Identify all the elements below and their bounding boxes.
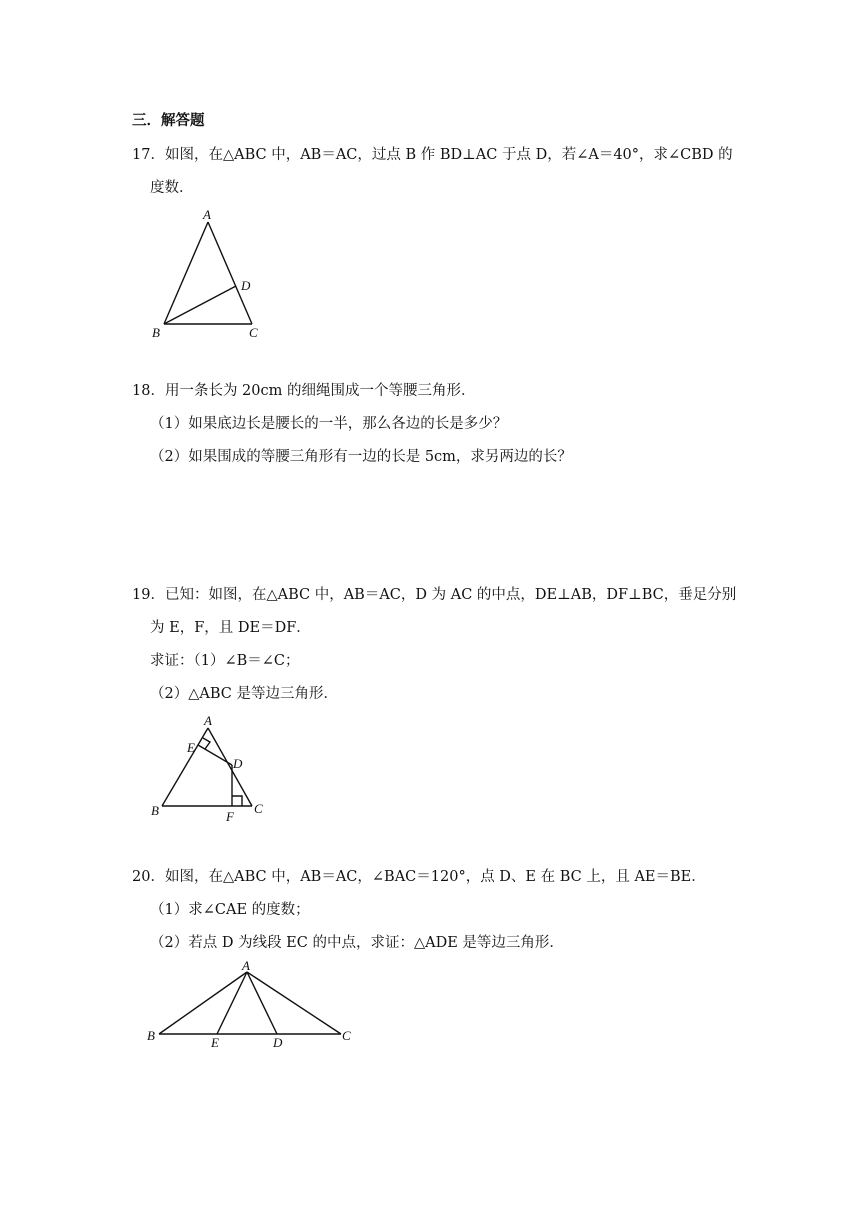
q20-label-d: D	[273, 1035, 283, 1050]
q19-label-e: E	[187, 740, 195, 755]
q18-part1: （1）如果底边长是腰长的一半，那么各边的长是多少？	[150, 416, 508, 432]
q20-label-a: A	[242, 958, 250, 973]
q20-text-line1: 20．如图，在△ABC 中，AB＝AC，∠BAC＝120°，点 D、E 在 BC 上，且 AE＝BE．	[132, 869, 706, 885]
q19-label-d: D	[233, 756, 243, 771]
q17-segment-bd	[164, 286, 236, 324]
q19-label-b: B	[151, 803, 159, 818]
q17-side-ac	[208, 222, 252, 324]
q20-part1: （1）求∠CAE 的度数；	[150, 902, 310, 918]
section-title: 三．解答题	[132, 113, 205, 129]
q19-side-ab	[162, 728, 208, 806]
q19-label-f: F	[226, 809, 234, 824]
q19-text-line1: 19．已知：如图，在△ABC 中，AB＝AC，D 为 AC 的中点，DE⊥AB，DF⊥BC，垂足分别	[132, 587, 737, 603]
q19-side-ac	[208, 728, 252, 806]
q19-part2: （2）△ABC 是等边三角形．	[150, 686, 338, 702]
q19-label-a: A	[204, 713, 212, 728]
q17-triangle-figure	[148, 208, 268, 338]
q18-part2: （2）如果围成的等腰三角形有一边的长是 5cm，求另两边的长？	[150, 449, 572, 465]
q19-right-angle-mark-f	[232, 796, 242, 806]
q20-segment-ae	[217, 972, 247, 1034]
q20-label-b: B	[147, 1028, 155, 1043]
q18-text-line1: 18．用一条长为 20cm 的细绳围成一个等腰三角形．	[132, 383, 476, 399]
q19-triangle-figure	[148, 714, 278, 829]
q17-label-d: D	[241, 278, 251, 293]
q20-part2: （2）若点 D 为线段 EC 的中点，求证：△ADE 是等边三角形．	[150, 935, 564, 951]
q20-label-c: C	[342, 1028, 351, 1043]
q19-right-angle-mark-e	[203, 738, 210, 749]
q20-side-ac	[247, 972, 341, 1034]
q17-label-c: C	[249, 325, 258, 340]
q20-side-ab	[159, 972, 247, 1034]
q17-label-b: B	[152, 325, 160, 340]
q19-part1: 求证：（1）∠B＝∠C；	[150, 653, 300, 669]
q19-segment-de	[198, 745, 232, 765]
q20-label-e: E	[211, 1035, 219, 1050]
q19-text-line2: 为 E，F，且 DE＝DF．	[150, 620, 311, 636]
q17-label-a: A	[203, 207, 211, 222]
q17-text-line2: 度数．	[150, 180, 194, 196]
q17-side-ab	[164, 222, 208, 324]
q19-label-c: C	[254, 801, 263, 816]
q17-text-line1: 17．如图，在△ABC 中，AB＝AC，过点 B 作 BD⊥AC 于点 D，若∠A＝40°，求∠CBD 的	[132, 147, 733, 163]
q20-triangle-figure	[145, 960, 365, 1050]
